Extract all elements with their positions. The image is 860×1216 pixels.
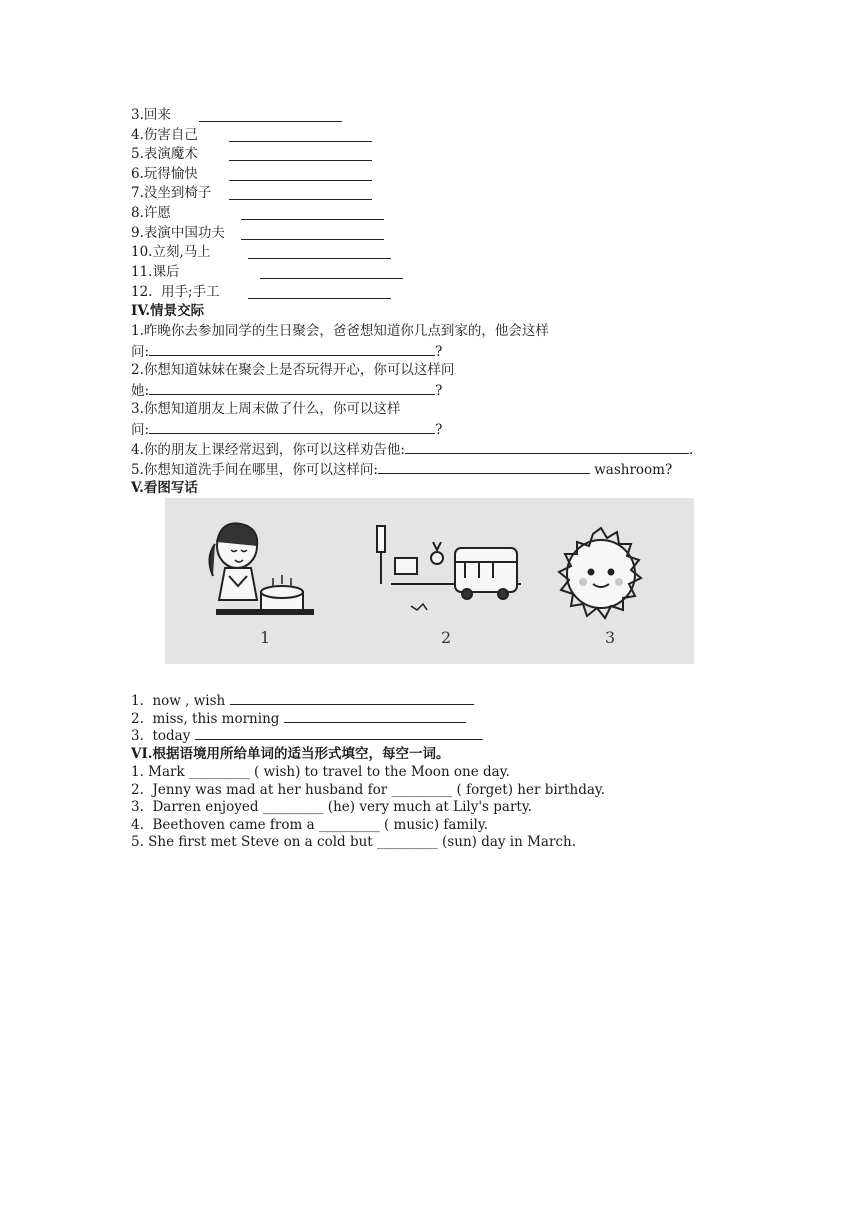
section-4-q2-line1: 2.你想知道妹妹在聚会上是否玩得开心，你可以这样问 [131,362,455,378]
vocab-item-5: 5.表演魔术 [131,145,198,163]
section-4-q3-answer: 问: ? [131,422,443,438]
vocab-item-8: 8.许愿 [131,204,171,222]
answer-blank[interactable] [149,381,435,395]
section-4-q5: 5.你想知道洗手间在哪里，你可以这样问: washroom? [131,462,673,478]
answer-blank[interactable] [229,128,372,142]
section-4-q1-answer: 问: ? [131,344,443,360]
section-4-heading: IV.情景交际 [131,303,205,319]
answer-blank[interactable] [378,460,590,474]
vocab-item-10: 10.立刻,马上 [131,243,211,261]
vocab-item-6: 6.玩得愉快 [131,165,198,183]
answer-blank[interactable] [248,245,391,259]
vocab-item-9: 9.表演中国功夫 [131,224,225,242]
answer-blank[interactable] [405,440,689,454]
answer-blank[interactable] [284,709,466,723]
answer-blank[interactable] [229,167,372,181]
vocab-item-12: 12. 用手;手工 [131,283,220,301]
section-5-prompt-1: 1. now , wish [131,691,474,710]
answer-blank[interactable] [241,226,384,240]
section-5-prompt-3: 3. today [131,726,483,745]
vocab-item-11: 11.课后 [131,263,179,281]
section-5-prompt-2: 2. miss, this morning [131,709,466,728]
section-4-q4: 4.你的朋友上课经常迟到，你可以这样劝告他: . [131,442,694,458]
answer-blank[interactable] [248,285,391,299]
section-6-sentence-3: 3. Darren enjoyed _________ (he) very much at Lily's party. [131,799,532,815]
answer-blank[interactable] [195,726,483,740]
section-4-q3-line1: 3.你想知道朋友上周末做了什么，你可以这样 [131,401,401,417]
sun-illustration [559,528,641,618]
section-4-q1-line1: 1.昨晚你去参加同学的生日聚会，爸爸想知道你几点到家的，他会这样 [131,323,549,339]
section-6-sentence-5: 5. She first met Steve on a cold but _________ (sun) day in March. [131,834,576,850]
answer-blank[interactable] [149,420,435,434]
answer-blank[interactable] [260,265,403,279]
section-6-heading: VI.根据语境用所给单词的适当形式填空，每空一词。 [131,746,450,762]
picture-panel [165,498,694,664]
section-4-q2-answer: 她: ? [131,383,443,399]
picture-illustrations [165,498,694,664]
answer-blank[interactable] [229,147,372,161]
girl-wishing-illustration [209,523,313,614]
answer-blank[interactable] [230,691,474,705]
bus-stop-illustration [377,526,521,610]
picture-label-3: 3 [605,628,616,647]
picture-label-2: 2 [441,628,452,647]
answer-blank[interactable] [199,108,342,122]
section-6-sentence-1: 1. Mark _________ ( wish) to travel to the Moon one day. [131,764,510,780]
vocab-item-3: 3.回来 [131,106,171,124]
answer-blank[interactable] [241,206,384,220]
answer-blank[interactable] [149,342,435,356]
section-6-sentence-2: 2. Jenny was mad at her husband for _________ ( forget) her birthday. [131,782,606,798]
section-6-sentence-4: 4. Beethoven came from a _________ ( music) family. [131,817,488,833]
vocab-item-7: 7.没坐到椅子 [131,184,211,202]
section-5-heading: V.看图写话 [131,480,198,496]
vocab-item-4: 4.伤害自己 [131,126,198,144]
answer-blank[interactable] [229,186,372,200]
picture-label-1: 1 [260,628,271,647]
